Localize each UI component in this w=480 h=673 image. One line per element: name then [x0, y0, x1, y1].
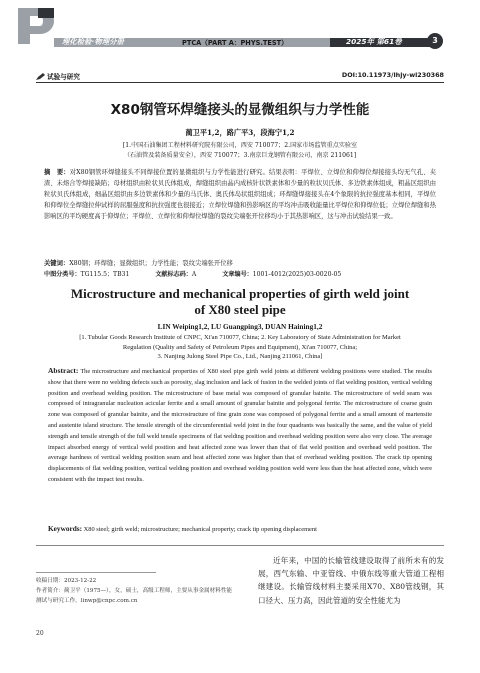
doc-code-value: A: [191, 271, 197, 278]
cn-abstract: [44, 168, 436, 223]
en-title: [0, 286, 480, 318]
cn-affiliations: [0, 141, 480, 161]
en-keywords: [48, 524, 432, 533]
cn-keywords-label: 关键词：: [44, 260, 70, 267]
footnote-divider: [36, 572, 156, 573]
page-number: 20: [36, 630, 44, 637]
cn-keywords: [44, 259, 436, 269]
year-issue: 2025年 第61卷: [346, 37, 402, 46]
footnote: [36, 576, 236, 606]
cn-abstract-text: 对X80钢管环焊缝接头不同焊接位置的显微组织与力学性能进行研究。结果表明：平焊位、立焊位和仰焊位焊接接头均无气孔、夹渣、未熔合等焊接缺陷；母材组织由粒状贝氏体组成，焊缝组织由晶内成核针状铁素体和少量的粒状贝氏体、多边铁素体组成，粗晶区组织由粒状贝氏体组成，细晶区组织由多边铁素体和少量的马氏体、奥氏体岛状组织组成；环焊缝焊接接头在4个象限的抗拉强度基本相同，平焊位和仰焊位全焊缝拉伸试样的屈服强度和抗拉强度也很接近；立焊位焊缝和热影响区的平均冲击吸收能量比平焊位和仰焊位低；立焊位焊缝和热影响区的平均硬度高于仰焊位；平焊位、立焊位和仰焊位焊缝的裂纹尖端张开位移均小于其热影响区，这与冲击试验结果一致。: [44, 169, 437, 220]
en-authors: LIN Weiping1,2, LU Guangping3, DUAN Haining1,2: [157, 322, 323, 331]
journal-name-en: PTCA（PART A：PHYS.TEST）: [182, 39, 288, 47]
cn-keywords-text: X80钢；环焊缝；显微组织；力学性能；裂纹尖端张开位移: [69, 260, 233, 267]
doi[interactable]: DOI:10.11973/lhjy-wl230368: [341, 71, 444, 79]
en-abstract-label: Abstract:: [48, 366, 79, 375]
class-value: TG115.5；TB31: [80, 271, 130, 278]
en-affiliation-line: Regulation (Quality and Safety of Petroleum Pipes and Equipment), Xi'an 710077, China;: [122, 343, 358, 351]
en-abstract: [48, 366, 432, 486]
en-keywords-text: X80 steel; girth weld; microstructure; mechanical property; crack tip opening displacement: [83, 526, 317, 533]
body-paragraph: 近年来，中国的长输管线建设取得了前所未有的发展，西气东输、中亚管线、中俄东线等重大管道工程相继建设。长输管线材料主要采用X70、X80管线钢，其口径大、压力高，因此管道的安全性能尤为: [258, 556, 444, 605]
article-no-label: 文章编号：: [222, 271, 253, 278]
doc-code-label: 文献标志码：: [155, 271, 192, 278]
cn-title: X80钢管环焊缝接头的显微组织与力学性能: [110, 102, 370, 118]
cn-abstract-label: 摘 要：: [44, 169, 70, 176]
class-label: 中图分类号：: [44, 271, 81, 278]
en-affiliations: [50, 333, 430, 362]
cn-affiliation-line: [1.中国石油集团工程材料研究院有限公司，西安 710077；2.国家市场监管重点实验室: [122, 142, 358, 149]
section-tag-label: 试验与研究: [47, 73, 80, 81]
en-title-line: of X80 steel pipe: [194, 302, 286, 317]
en-abstract-text: The microstructure and mechanical properties of X80 steel pipe girth weld joints at different welding positions were studied. The results show that there were no welding defects such as porosity, slag inclusion and lack of fusion in the welded joints of flat welding position, vertical welding position and overhead welding position. The microstructure of base metal was composed of granular bainite. The microstructure of weld seam was composed of intragranular nucleation acicular ferrite and a small amount of granular bainite and polygonal ferrite. The microstructure of coarse grain zone was composed of granular bainite, and the microstructure of fine grain zone was composed of polygonal ferrite and a small amount of martensite and austenite island structure. The tensile strength of the circumferential weld joint in the four quadrants was basically the same, and the value of yield strength and tensile strength of the full weld tensile specimens of flat welding position and overhead welding position were also very close. The average impact absorbed energy of vertical weld position and heat affected zone was lower than that of flat weld position and overhead weld position. The average hardness of vertical welding position seam and heat affected zone was higher than that of overhead welding position. The crack tip opening displacements of flat welding position, vertical welding position and overhead welding position weld were less than the heat affected zone, which were consistent with the impact test results.: [48, 368, 432, 483]
pen-icon: [36, 73, 45, 80]
section-tag: [36, 71, 80, 81]
issue-number-badge: 3: [427, 33, 443, 49]
journal-logo-icon: [14, 6, 56, 46]
divider: [36, 82, 444, 83]
author-info: 作者简介：蔺卫平（1975—），女，硕士，高级工程师，主要从事金属材料性能测试与研究工作，linwp@cnpc.com.cn: [36, 588, 233, 604]
cn-classification: [44, 270, 436, 280]
journal-name: 理化检验·物理分册: [62, 37, 125, 46]
cn-authors: 蔺卫平1,2，路广平3，段海宁1,2: [185, 128, 295, 137]
received-date: 收稿日期：2023-12-22: [36, 578, 97, 584]
article-no-value: 1001-4012(2025)03-0020-05: [252, 271, 342, 278]
divider: [36, 545, 444, 546]
en-keywords-label: Keywords:: [48, 524, 83, 533]
cn-affiliation-line: （石油管及装备质量安全），西安 710077；3.南京巨龙钢管有限公司，南京 211061]: [123, 152, 357, 159]
en-title-line: Microstructure and mechanical properties of girth weld joint: [70, 286, 410, 301]
en-affiliation-line: [1. Tubular Goods Research Institute of CNPC, Xi'an 710077, China; 2. Key Laboratory of State Administration for Market: [79, 334, 401, 341]
en-affiliation-line: 3. Nanjing Julong Steel Pipe Co., Ltd., Nanjing 211061, China]: [157, 353, 323, 361]
